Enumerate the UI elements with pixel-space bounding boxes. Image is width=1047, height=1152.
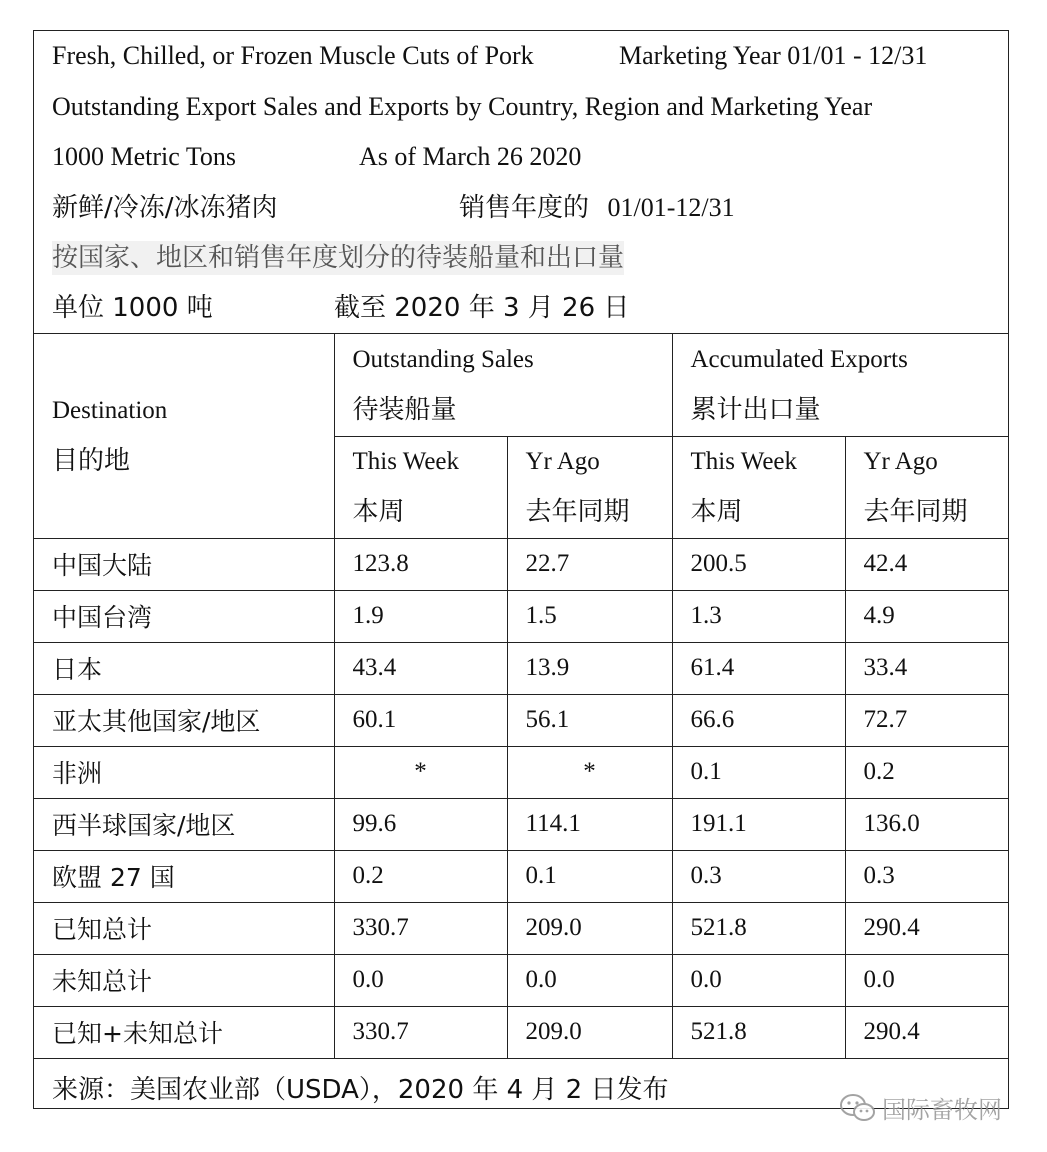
marketing-year-cn <box>459 193 735 223</box>
accumulated-this-week-cell: 66.6 <box>672 694 845 746</box>
marketing-year-range-cn: 01/01-12/31 <box>607 193 735 222</box>
accumulated-yr-ago-cell: 0.2 <box>845 746 1009 798</box>
accumulated-this-week-cell: 521.8 <box>672 1006 845 1058</box>
destination-cell: 已知总计 <box>34 902 334 954</box>
outstanding-yr-ago-cell: 56.1 <box>507 694 672 746</box>
report-subtitle-en: Outstanding Export Sales and Exports by Country, Region and Marketing Year <box>52 92 873 121</box>
accumulated-this-week-cell: 61.4 <box>672 642 845 694</box>
outstanding-yr-ago-cell: 209.0 <box>507 1006 672 1058</box>
os-this-week-header <box>334 436 507 538</box>
destination-header-en: Destination <box>52 396 168 424</box>
outstanding-sales-header-en: Outstanding Sales <box>352 345 534 373</box>
marketing-year-label-cn: 销售年度的 <box>459 193 590 223</box>
document-header <box>34 31 1008 334</box>
header-line-5 <box>52 243 624 273</box>
destination-cell: 中国大陆 <box>34 538 334 590</box>
outstanding-yr-ago-cell: 1.5 <box>507 590 672 642</box>
table-row-western-hemisphere <box>34 798 1009 850</box>
ae-this-week-cn: 本周 <box>690 497 743 527</box>
destination-header <box>34 334 334 538</box>
accumulated-yr-ago-cell: 290.4 <box>845 902 1009 954</box>
outstanding-this-week-cell: 43.4 <box>334 642 507 694</box>
source-note: 来源：美国农业部（USDA），2020 年 4 月 2 日发布 <box>52 1075 669 1105</box>
report-subtitle-cn: 按国家、地区和销售年度划分的待装船量和出口量 <box>52 243 625 273</box>
outstanding-yr-ago-cell: 0.1 <box>507 850 672 902</box>
accumulated-yr-ago-cell: 136.0 <box>845 798 1009 850</box>
os-yr-ago-header <box>507 436 672 538</box>
os-this-week-en: This Week <box>352 448 460 475</box>
watermark <box>838 1090 1002 1125</box>
accumulated-yr-ago-cell: 33.4 <box>845 642 1009 694</box>
header-line-6 <box>52 293 630 323</box>
ae-this-week-en: This Week <box>690 448 798 475</box>
table-row-eu27 <box>34 850 1009 902</box>
ae-this-week-header <box>672 436 845 538</box>
destination-header-cn: 目的地 <box>52 445 131 476</box>
outstanding-yr-ago-cell: 22.7 <box>507 538 672 590</box>
table-row-japan <box>34 642 1009 694</box>
destination-cell: 中国台湾 <box>34 590 334 642</box>
accumulated-exports-header-cn: 累计出口量 <box>690 394 821 425</box>
header-line-4 <box>52 193 735 223</box>
accumulated-this-week-cell: 521.8 <box>672 902 845 954</box>
accumulated-yr-ago-cell: 4.9 <box>845 590 1009 642</box>
watermark-text: 国际畜牧网 <box>882 1096 1002 1124</box>
outstanding-yr-ago-cell: 13.9 <box>507 642 672 694</box>
table-row-other-asia-pacific <box>34 694 1009 746</box>
destination-cell: 非洲 <box>34 746 334 798</box>
accumulated-yr-ago-cell: 42.4 <box>845 538 1009 590</box>
accumulated-this-week-cell: 0.0 <box>672 954 845 1006</box>
export-data-table <box>34 334 1009 1059</box>
table-row-unknown-total <box>34 954 1009 1006</box>
destination-cell: 日本 <box>34 642 334 694</box>
outstanding-this-week-cell: 330.7 <box>334 1006 507 1058</box>
os-this-week-cn: 本周 <box>352 497 405 527</box>
outstanding-yr-ago-cell: * <box>507 746 672 798</box>
pork-export-table-document <box>33 30 1009 1109</box>
outstanding-this-week-cell: * <box>334 746 507 798</box>
outstanding-this-week-cell: 330.7 <box>334 902 507 954</box>
table-row-mainland-china <box>34 538 1009 590</box>
header-line-1 <box>52 41 928 71</box>
table-header-row-1 <box>34 334 1009 436</box>
accumulated-this-week-cell: 1.3 <box>672 590 845 642</box>
ae-yr-ago-cn: 去年同期 <box>863 497 968 527</box>
as-of-date-cn: 截至 2020 年 3 月 26 日 <box>334 293 630 323</box>
accumulated-yr-ago-cell: 0.3 <box>845 850 1009 902</box>
destination-cell: 未知总计 <box>34 954 334 1006</box>
ae-yr-ago-header <box>845 436 1009 538</box>
header-line-3 <box>52 142 582 172</box>
outstanding-this-week-cell: 123.8 <box>334 538 507 590</box>
product-title-en: Fresh, Chilled, or Frozen Muscle Cuts of Pork <box>52 41 534 70</box>
accumulated-yr-ago-cell: 290.4 <box>845 1006 1009 1058</box>
outstanding-yr-ago-cell: 0.0 <box>507 954 672 1006</box>
destination-cell: 西半球国家/地区 <box>34 798 334 850</box>
outstanding-sales-header-cn: 待装船量 <box>352 394 457 425</box>
product-title-cn: 新鲜/冷冻/冰冻猪肉 <box>52 193 278 223</box>
accumulated-exports-header-en: Accumulated Exports <box>690 345 908 373</box>
unit-en: 1000 Metric Tons <box>52 142 237 171</box>
wechat-icon <box>838 1092 878 1124</box>
destination-cell: 欧盟 27 国 <box>34 850 334 902</box>
accumulated-exports-header <box>672 334 1009 436</box>
accumulated-yr-ago-cell: 0.0 <box>845 954 1009 1006</box>
accumulated-this-week-cell: 200.5 <box>672 538 845 590</box>
outstanding-this-week-cell: 99.6 <box>334 798 507 850</box>
accumulated-yr-ago-cell: 72.7 <box>845 694 1009 746</box>
ae-yr-ago-en: Yr Ago <box>863 448 938 475</box>
outstanding-yr-ago-cell: 209.0 <box>507 902 672 954</box>
accumulated-this-week-cell: 191.1 <box>672 798 845 850</box>
destination-cell: 已知+未知总计 <box>34 1006 334 1058</box>
accumulated-this-week-cell: 0.1 <box>672 746 845 798</box>
os-yr-ago-en: Yr Ago <box>525 448 600 475</box>
table-row-grand-total <box>34 1006 1009 1058</box>
header-line-2 <box>52 92 872 122</box>
table-row-taiwan <box>34 590 1009 642</box>
outstanding-this-week-cell: 60.1 <box>334 694 507 746</box>
accumulated-this-week-cell: 0.3 <box>672 850 845 902</box>
unit-cn: 单位 1000 吨 <box>52 293 213 323</box>
outstanding-this-week-cell: 0.0 <box>334 954 507 1006</box>
table-row-known-total <box>34 902 1009 954</box>
outstanding-this-week-cell: 1.9 <box>334 590 507 642</box>
table-row-africa <box>34 746 1009 798</box>
outstanding-sales-header <box>334 334 672 436</box>
as-of-date-en: As of March 26 2020 <box>359 142 582 171</box>
outstanding-this-week-cell: 0.2 <box>334 850 507 902</box>
destination-cell: 亚太其他国家/地区 <box>34 694 334 746</box>
outstanding-yr-ago-cell: 114.1 <box>507 798 672 850</box>
marketing-year-en: Marketing Year 01/01 - 12/31 <box>619 41 928 70</box>
os-yr-ago-cn: 去年同期 <box>525 497 630 527</box>
